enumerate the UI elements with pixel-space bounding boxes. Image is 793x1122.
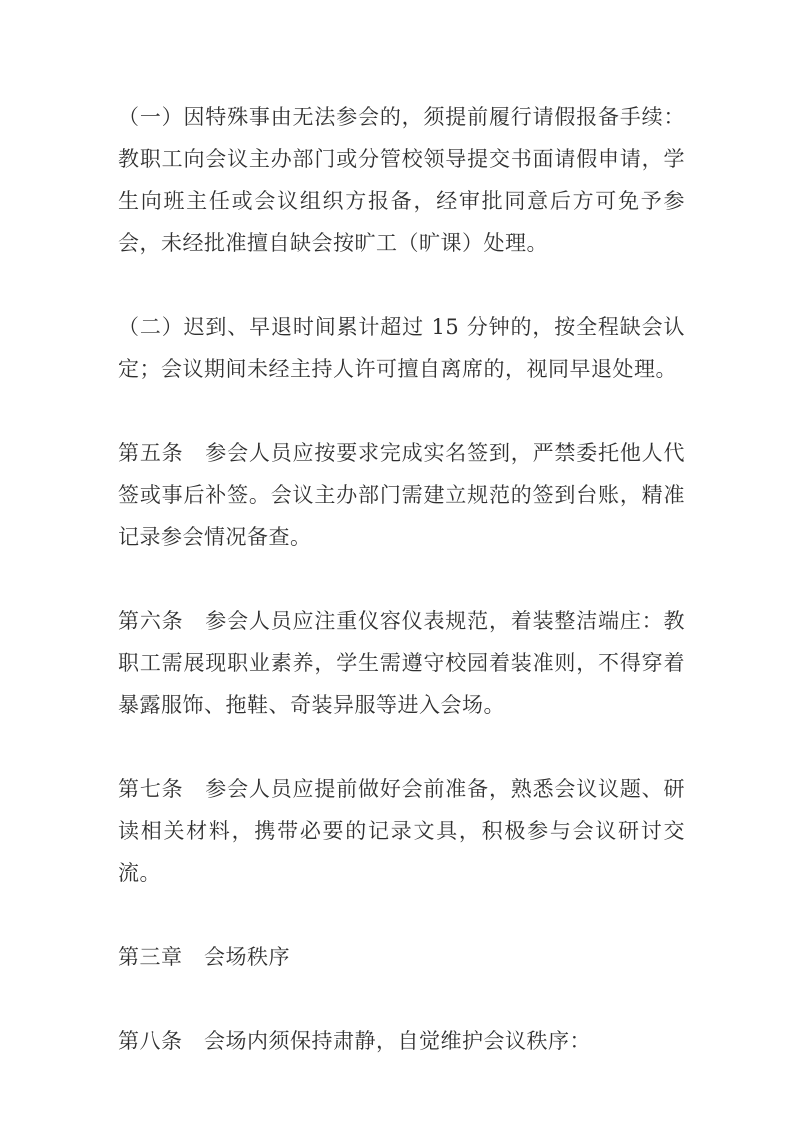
- paragraph-article-8-venue-order: 第八条 会场内须保持肃静，自觉维护会议秩序：: [118, 1029, 591, 1053]
- paragraph-article-7-preparation: 第七条 参会人员应提前做好会前准备，熟悉会议议题、研读相关材料，携带必要的记录文具，积极参与会议研讨交流。: [118, 777, 685, 885]
- paragraph-item-2-lateness-rule: （二）迟到、早退时间累计超过 15 分钟的，按全程缺会认定；会议期间未经主持人许可擅自离席的，视同早退处理。: [118, 315, 685, 381]
- paragraph-item-1-leave-procedure: （一）因特殊事由无法参会的，须提前履行请假报备手续：教职工向会议主办部门或分管校领导提交书面请假申请，学生向班主任或会议组织方报备，经审批同意后方可免予参会，未经批准擅自缺会按旷工（旷课）处理。: [118, 105, 685, 255]
- paragraph-article-6-dress-code: 第六条 参会人员应注重仪容仪表规范，着装整洁端庄：教职工需展现职业素养，学生需遵守校园着装准则，不得穿着暴露服饰、拖鞋、奇装异服等进入会场。: [118, 609, 685, 717]
- chapter-3-heading: 第三章 会场秩序: [118, 945, 290, 969]
- paragraph-article-5-sign-in: 第五条 参会人员应按要求完成实名签到，严禁委托他人代签或事后补签。会议主办部门需建立规范的签到台账，精准记录参会情况备查。: [118, 441, 685, 549]
